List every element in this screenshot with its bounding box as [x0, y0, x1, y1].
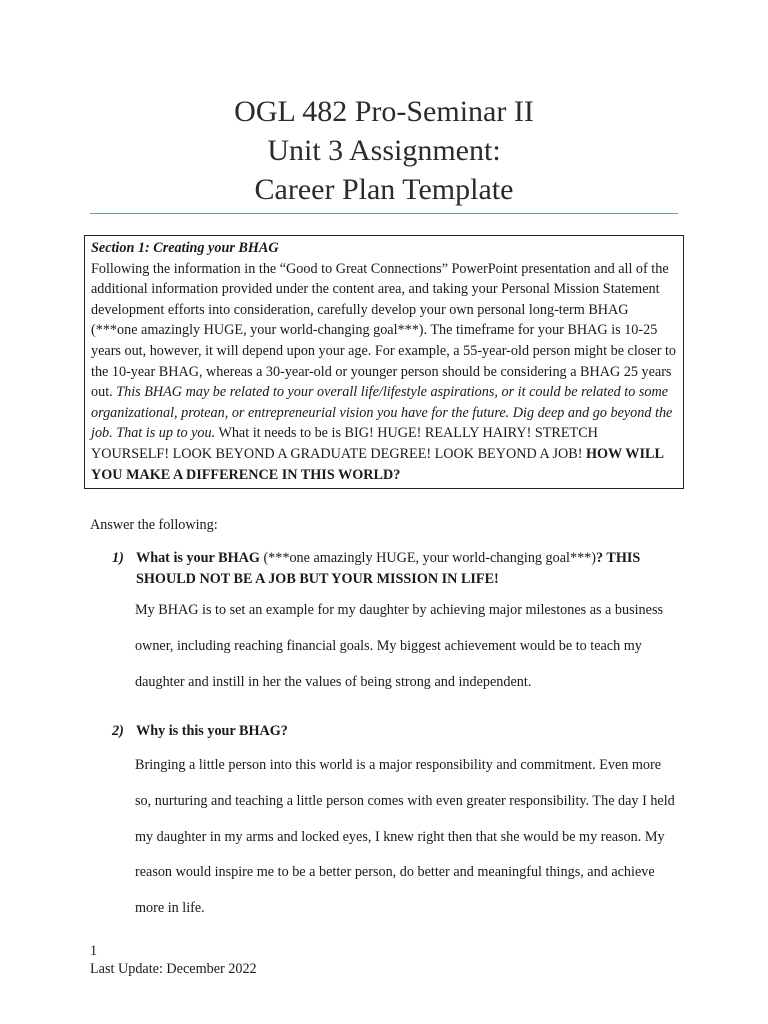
page-footer	[90, 942, 257, 978]
section-1-bold-text: HOW WILL YOU MAKE A DIFFERENCE IN THIS WORLD?	[91, 445, 664, 483]
question-1-bold: What is your BHAG	[136, 550, 260, 566]
question-2-text: Why is this your BHAG?	[136, 723, 288, 739]
section-1-body	[91, 259, 677, 486]
answer-intro: Answer the following:	[90, 517, 218, 533]
answer-2: Bringing a little person into this world is a major responsibility and commitment. Even more so, nurturing and teaching a little person comes with even greater responsibility. The day I held my daughter in my arms and locked eyes, I knew right then that she would be my reason. My reason would inspire me to be a better person, do better and meaningful things, and achieve more in life.	[135, 757, 675, 917]
question-1-text	[136, 548, 677, 590]
section-1-text: Following the information in the “Good to Great Connections” PowerPoint presentation and all of the additional information provided under the content area, and taking your Personal Mission Statement development efforts into consideration, carefully develop your own personal long-term BHAG (***one amazingly HUGE, your world-changing goal***). The timeframe for your BHAG is 10-25 years out, however, it will depend upon your age. For example, a 55-year-old person might be closer to the 10-year BHAG, whereas a 30-year-old or younger person should be considering a BHAG 25 years out.	[91, 260, 677, 401]
title-line-template: Career Plan Template	[254, 173, 514, 206]
section-1-heading: Section 1: Creating your BHAG	[91, 240, 279, 256]
question-1-normal: (***one amazingly HUGE, your world-changing goal***)	[259, 550, 596, 566]
section-1-text-continued: What it needs to be is BIG! HUGE! REALLY HAIRY! STRETCH YOURSELF! LOOK BEYOND A GRADUATE DEGREE! LOOK BEYOND A JOB!	[91, 425, 598, 462]
page-number: 1	[90, 943, 98, 959]
document-title	[0, 92, 768, 209]
question-2-number: 2)	[112, 723, 124, 739]
title-line-unit: Unit 3 Assignment:	[267, 134, 501, 167]
question-2	[112, 721, 677, 742]
section-1-italic-text: This BHAG may be related to your overall life/lifestyle aspirations, or it could be related to some organizational, protean, or entrepreneurial vision you have for the future. Dig deep and go beyond the job. That is up to you.	[91, 384, 673, 442]
question-1	[112, 548, 677, 590]
title-divider	[90, 213, 678, 214]
answer-1: My BHAG is to set an example for my daughter by achieving major milestones as a business owner, including reaching financial goals. My biggest achievement would be to teach my daughter and instill in her the values of being strong and independent.	[135, 602, 663, 690]
title-line-course: OGL 482 Pro-Seminar II	[234, 95, 534, 128]
section-1-box	[84, 235, 684, 489]
question-1-number: 1)	[112, 550, 124, 566]
last-update: Last Update: December 2022	[90, 961, 257, 977]
question-1-bold-tail: ? THIS SHOULD NOT BE A JOB BUT YOUR MISSION IN LIFE!	[136, 550, 641, 587]
